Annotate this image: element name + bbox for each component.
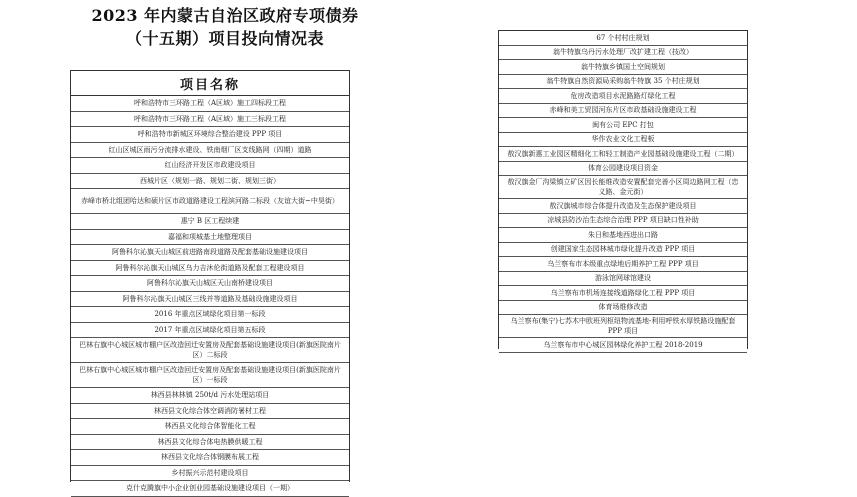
table-row [499,31,747,46]
page-title-line1: 2023 年内蒙古自治区政府专项债券 [91,6,359,25]
project-name-cell: 体育公园建设项目资金 [588,164,658,173]
table-row [499,104,747,119]
project-name-cell: 呼和浩特市新城区环境综合整治建设 PPP 项目 [137,130,283,139]
project-name-cell: 危房改造项目水泥路路灯绿化工程 [570,91,676,100]
project-name-cell: 巴林右旗中心城区城市棚户区改造回迁安置房及配套基础设施建设项目(新旗医院南片区）一标段 [79,366,341,384]
project-name-cell: 闽有公司 EPC 打包 [592,120,654,129]
project-name-cell: 红山区城区雨污分流排水建设、铁南烟厂区支线路网（四期）道路 [108,145,312,154]
table-row [499,257,747,272]
table-header: 项目名称 [71,71,349,96]
project-name-cell: 惠宁 B 区工程续建 [180,217,240,226]
table-row [71,466,349,482]
table-row [499,118,747,133]
project-name-cell: 敖汉旗城市综合体提升改造及生态保护建设项目 [549,201,697,210]
project-name-cell: 呼和浩特市三环路工程（A区域）施工三标段工程 [133,114,287,123]
project-name-cell: 赤峰和美工贸园河东片区市政基础设施建设工程 [549,106,697,115]
table-row [499,60,747,75]
project-name-cell: 阿鲁科尔沁旗天山城区天山南桥建设项目 [147,279,273,288]
project-name-cell: 西城片区（规划一路、规划二街、规划三街） [140,176,280,185]
table-row [71,404,349,420]
table-row [499,75,747,90]
table-row [71,261,349,277]
table-row [71,363,349,388]
table-row [499,286,747,301]
table-row [499,89,747,104]
page-title-line2: （十五期）项目投向情况表 [125,29,324,48]
project-name-cell: 2017 年重点区域绿化项目第五标段 [154,325,266,334]
project-name-cell: 乡村振兴示范村建设项目 [171,468,249,477]
project-name-cell: 体育场维修改造 [598,303,648,312]
table-row [499,338,747,353]
project-name-cell: 乌兰察布市机场连接线道路绿化工程 PPP 项目 [550,288,696,297]
project-name-cell: 凉城县防沙治生态综合治理 PPP 项目缺口性补助 [547,216,699,225]
table-row [499,315,747,338]
table-row [71,419,349,435]
right-project-table [498,30,748,349]
table-row [71,481,349,497]
project-name-cell: 创建国家生态园林城市绿化提升改造 PPP 项目 [550,245,696,254]
project-name-cell: 乌兰察布(集宁)七苏木中欧班列枢纽物流基地-利用呼铁水厚铁路设施配套 PPP 项目 [510,317,736,335]
project-name-cell: 阿鲁科尔沁旗天山城区前进路南段道路及配套基础设施建设项目 [112,248,308,257]
table-row [71,338,349,363]
table-row [499,228,747,243]
project-name-cell: 林西县文化综合体智能化工程 [164,422,256,431]
project-name-cell: 翁牛特旗自然资源局采购翁牛特旗 35 个村庄规划 [546,77,700,86]
table-row [71,435,349,451]
table-row [71,230,349,246]
table-row [499,243,747,258]
project-name-cell: 阿鲁科尔沁旗天山城区乌力吉沐伦街道路及配套工程建设项目 [115,263,305,272]
table-row [499,214,747,229]
project-name-cell: 敖汉旗金厂沟梁镇立矿区因长能维改造安置配套完善小区周边路网工程（忠义路、金元街） [507,178,739,196]
table-row [71,323,349,339]
table-row [71,174,349,190]
project-name-cell: 乌兰察布市本级重点绿地后期养护工程 PPP 项目 [547,259,699,268]
table-row [71,276,349,292]
project-name-cell: 阿鲁科尔沁旗天山城区三线并等道路及基础设施建设项目 [122,294,298,303]
project-name-cell: 林西县林林镇 250t/d 污水处理站项目 [150,391,270,400]
table-row [499,147,747,162]
left-project-table [70,70,350,493]
project-name-cell: 67 个村村庄规划 [596,33,650,42]
project-name-cell: 朱日和基地西进出口路 [588,230,658,239]
table-row [71,143,349,159]
project-name-cell: 赤峰市桥北组团哈达和硕片区市政道路建设工程滨河路二标段（友谊大街~中昊街） [81,197,339,205]
project-name-cell: 巴林右旗中心城区城市棚户区改造回迁安置房及配套基础设施建设项目(新旗医院南片区）二标段 [79,341,341,359]
project-name-cell: 敖汉旗新惠工业园区精细化工和轻工制造产业园基础设施建设工程（二期） [507,149,739,158]
project-name-cell: 红山经济开发区市政建设项目 [164,161,256,170]
table-row [499,176,747,199]
table-row [71,245,349,261]
project-name-cell: 林西县文化综合体钢膜布展工程 [161,453,259,462]
project-name-cell: 克什克腾旗中小企业创业园基础设施建设项目（一期） [126,484,294,493]
table-row [71,127,349,143]
table-row [499,199,747,214]
table-row [499,162,747,177]
project-name-cell: 翁牛特旗乌丹污水处理厂改扩建工程（技改） [553,48,693,57]
table-row [71,96,349,112]
table-row [71,450,349,466]
table-row [71,292,349,308]
project-name-cell: 嘉福和项城基土地整理项目 [168,232,252,241]
table-row [71,112,349,128]
project-name-cell: 游泳馆网球馆建设 [595,274,651,283]
project-name-cell: 乌兰察布市中心城区园林绿化养护工程 2018-2019 [543,340,703,349]
project-name-cell: 林西县文化综合体空调消防暑材工程 [154,406,266,415]
table-row [499,133,747,148]
table-row [71,158,349,174]
project-name-cell: 呼和浩特市三环路工程（A区域）施工四标段工程 [133,99,287,108]
project-name-cell: 华作农业文化工程板 [591,135,655,144]
table-row [499,301,747,316]
table-row [71,214,349,230]
table-row [499,46,747,61]
project-name-cell: 2016 年重点区域绿化项目第一标段 [154,310,266,319]
table-row [71,388,349,404]
table-row [71,189,349,214]
table-row [71,307,349,323]
table-row [499,272,747,287]
project-name-cell: 翁牛特旗乡镇国土空间规划 [581,62,665,71]
project-name-cell: 林西县文化综合体电热膜供暖工程 [157,437,263,446]
